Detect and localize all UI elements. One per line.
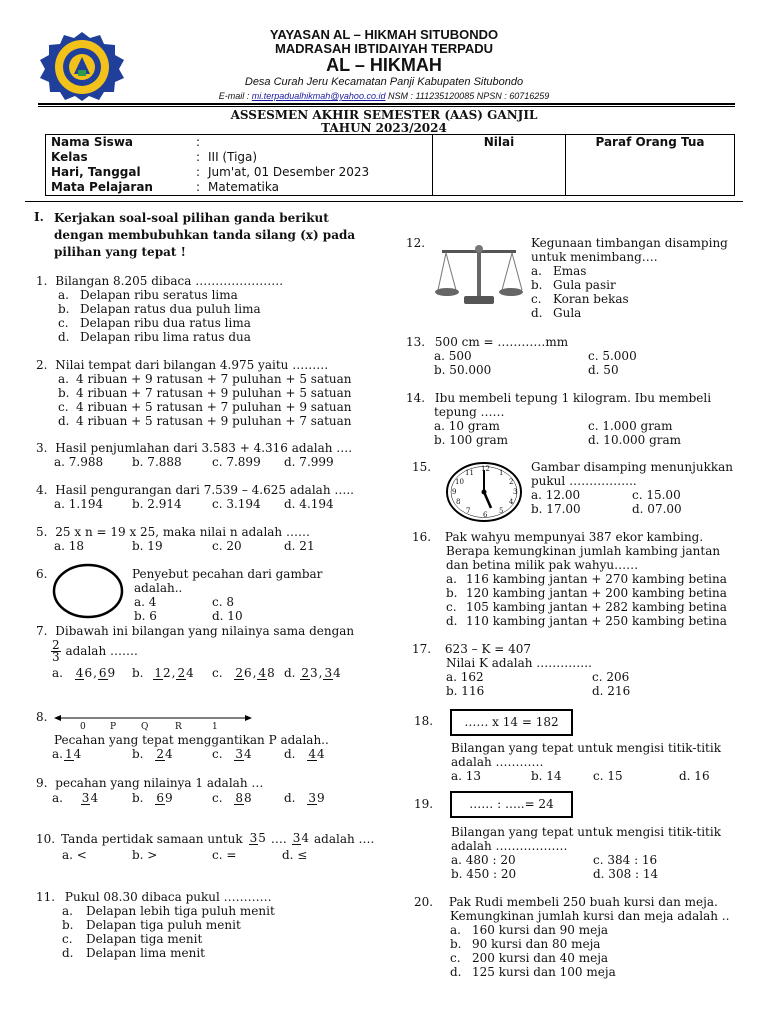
instruction-line: dengan membubuhkan tanda silang (x) pada (54, 228, 356, 242)
option-d[interactable]: d. 308 : 14 (593, 867, 659, 881)
clock-number: 9 (452, 488, 457, 496)
question-text: Bilangan 8.205 dibaca …………………. (55, 274, 284, 288)
nilai-label: Nilai (483, 135, 515, 149)
option-c[interactable]: c. 26, 48 (212, 665, 275, 680)
option-a[interactable]: a. 160 kursi dan 90 meja (450, 923, 609, 937)
option-b[interactable]: b. 450 : 20 (451, 867, 517, 881)
instruction-line: Kerjakan soal-soal pilihan ganda berikut (54, 211, 329, 225)
clock-number: 12 (481, 465, 490, 473)
section-roman: I. (34, 210, 44, 224)
question-text: Pak Rudi membeli 250 buah kursi dan meja. (448, 895, 718, 909)
option-b[interactable]: b. 17.00 (531, 502, 581, 516)
option-c[interactable]: c. 5.000 (588, 349, 637, 363)
paraf-label: Paraf Orang Tua (595, 135, 705, 149)
question-15-number: 15. (412, 460, 432, 474)
nama-label: Nama Siswa (51, 135, 134, 149)
scale-string (512, 253, 522, 290)
option-b[interactable]: b. 7.888 (132, 455, 182, 469)
option-d[interactable]: d. 10.000 gram (588, 433, 682, 447)
question-1 (36, 274, 283, 344)
question-text: Hasil penjumlahan dari 3.583 + 4.316 adalah …. (55, 441, 353, 455)
option-a[interactable]: a. 13 (451, 769, 482, 783)
option-c[interactable]: c. 8 (212, 595, 234, 609)
option-b[interactable]: b. Gula pasir (531, 278, 616, 292)
hari-value: Jum'at, 01 Desember 2023 (208, 165, 370, 179)
blank: …. (270, 832, 287, 846)
question-number: 7. (36, 624, 48, 638)
option-a[interactable]: a. 18 (54, 539, 85, 553)
question-number: 16. (412, 530, 432, 544)
option-d[interactable]: d. 7.999 (284, 455, 334, 469)
option-c[interactable]: c. 4 ribuan + 5 ratusan + 7 puluhan + 9 satuan (58, 400, 352, 414)
option-c[interactable]: c. 200 kursi dan 40 meja (450, 951, 609, 965)
option-a[interactable]: a. 4 (134, 595, 157, 609)
clock-number: 10 (455, 478, 464, 486)
clock-number: 1 (499, 469, 504, 477)
question-text: adalah.. (134, 581, 183, 595)
question-15 (531, 460, 733, 516)
question-text: adalah ……………… (451, 839, 568, 853)
option-b[interactable]: b. 2.914 (132, 497, 182, 511)
option-c[interactable]: c. 384 : 16 (593, 853, 658, 867)
question-19 (451, 825, 721, 881)
question-12-number: 12. (406, 236, 426, 250)
option-b[interactable]: b. 69 (132, 790, 173, 805)
question-text: 623 – K = 407 (444, 642, 532, 656)
question-text: pukul …………….. (531, 474, 637, 488)
exam-year: TAHUN 2023/2024 (321, 121, 447, 135)
option-c[interactable]: c. 88 (212, 790, 252, 805)
option-c[interactable]: c. 7.899 (212, 455, 261, 469)
number-line-label-0: 0 (80, 722, 86, 732)
question-13 (406, 335, 637, 377)
option-b[interactable]: b. 100 gram (434, 433, 508, 447)
paraf-cell[interactable] (566, 135, 735, 196)
foundation-name: YAYASAN AL – HIKMAH SITUBONDO (269, 27, 499, 42)
fraction: 34 (292, 831, 310, 845)
option-c[interactable]: c. 1.000 gram (588, 419, 673, 433)
question-11 (36, 890, 275, 960)
question-number: 4. (36, 483, 48, 497)
clock-number: 7 (466, 507, 471, 515)
question-text: dan betina milik pak wahyu…… (446, 558, 639, 572)
question-9 (36, 776, 263, 790)
arrow-left-icon (54, 715, 61, 721)
option-d[interactable]: d. 125 kursi dan 100 meja (450, 965, 616, 979)
arrow-right-icon (245, 715, 252, 721)
nilai-cell[interactable] (433, 135, 566, 196)
question-7-fraction (50, 640, 138, 663)
school-name: MADRASAH IBTIDAIYAH TERPADU (274, 41, 494, 56)
question-text: adalah ……. (65, 644, 138, 658)
question-18 (451, 741, 721, 783)
question-text: Dibawah ini bilangan yang nilainya sama dengan (55, 624, 355, 638)
option-b[interactable]: b. 12, 24 (132, 665, 194, 680)
option-a[interactable]: a. 12.00 (531, 488, 581, 502)
option-b[interactable]: b. 4 ribuan + 7 ratusan + 9 puluhan + 5 satuan (58, 386, 352, 400)
clock-center (482, 490, 487, 495)
option-d[interactable]: d. ≤ (282, 848, 308, 862)
scale-icon (434, 240, 524, 310)
option-c[interactable]: c. 105 kambing jantan + 282 kambing betina (446, 600, 727, 614)
number-line-label-r: R (175, 722, 182, 732)
question-text: Bilangan yang tepat untuk mengisi titik-titik (451, 825, 721, 839)
circle-figure (51, 563, 125, 619)
clock-number: 8 (456, 498, 461, 506)
option-b[interactable]: b. 116 (446, 684, 485, 698)
number-line-label-p: P (110, 722, 117, 732)
option-b[interactable]: b. > (132, 848, 158, 862)
scale-pivot (475, 245, 483, 253)
scale-string (502, 253, 512, 290)
option-c[interactable]: c. = (212, 848, 237, 862)
instruction-line: pilihan yang tepat ! (54, 245, 186, 259)
option-d[interactable]: d. 39 (284, 790, 325, 805)
question-text: Nilai K adalah ………….. (446, 656, 592, 670)
question-10 (36, 832, 374, 862)
email-link[interactable]: mi.terpadualhikmah@yahoo.co.id (251, 91, 386, 101)
option-d[interactable]: d. 23, 34 (284, 665, 341, 680)
clock-number: 11 (465, 469, 474, 477)
option-a[interactable]: a. 480 : 20 (451, 853, 516, 867)
scale-pan-left (435, 288, 459, 296)
question-17 (412, 642, 630, 698)
option-b[interactable]: b. 90 kursi dan 80 meja (450, 937, 601, 951)
option-d[interactable]: d. 21 (284, 539, 315, 553)
question-20 (414, 895, 729, 979)
option-a[interactable]: a. 4 ribuan + 9 ratusan + 7 puluhan + 5 satuan (58, 372, 352, 386)
option-b[interactable]: b. Delapan ratus dua puluh lima (58, 302, 261, 316)
school-address: Desa Curah Jeru Kecamatan Panji Kabupaten Situbondo (244, 76, 524, 88)
question-14 (406, 391, 711, 447)
question-number: 14. (406, 391, 426, 405)
option-d[interactable]: d. 16 (679, 769, 710, 783)
question-number: 17. (412, 642, 432, 656)
question-6 (36, 567, 47, 581)
colon: : (196, 150, 201, 164)
option-c[interactable]: c. 15 (593, 769, 623, 783)
number-line-label-1: 1 (212, 722, 218, 732)
option-b[interactable]: b. 19 (132, 539, 163, 553)
option-c[interactable]: c. 15.00 (632, 488, 681, 502)
option-a[interactable]: a. < (62, 848, 87, 862)
option-a[interactable]: a. 500 (434, 349, 472, 363)
question-text: adalah …. (314, 832, 375, 846)
option-d[interactable]: d. Delapan lima menit (62, 946, 205, 960)
question-text: Hasil pengurangan dari 7.539 – 4.625 adalah ….. (55, 483, 354, 497)
question-number: 20. (414, 895, 434, 909)
question-text: Pukul 08.30 dibaca pukul ………… (64, 890, 272, 904)
option-a[interactable]: a. 46, 69 (52, 665, 116, 680)
section-instructions (54, 210, 355, 261)
equation-text: …… x 14 = 182 (464, 715, 559, 729)
option-a[interactable]: a. Delapan lebih tiga puluh menit (62, 904, 275, 918)
question-text: Kemungkinan jumlah kursi dan meja adalah .. (450, 909, 730, 923)
exam-title: ASSESMEN AKHIR SEMESTER (AAS) GANJIL (230, 108, 538, 122)
header-divider (38, 103, 735, 107)
question-7 (36, 624, 354, 638)
question-text: Berapa kemungkinan jumlah kambing jantan (446, 544, 721, 558)
mapel-label: Mata Pelajaran (51, 180, 153, 194)
question-text: untuk menimbang…. (531, 250, 658, 264)
option-d[interactable]: d. 216 (592, 684, 631, 698)
clock-number: 3 (513, 488, 518, 496)
equation-box (450, 709, 573, 736)
option-a[interactable]: a. 10 gram (434, 419, 500, 433)
question-9-options (52, 791, 326, 805)
question-number: 6. (36, 567, 48, 581)
question-12 (531, 236, 728, 320)
option-c[interactable]: c. 20 (212, 539, 242, 553)
option-b[interactable]: b. 6 (134, 609, 157, 623)
question-text: Kegunaan timbangan disamping (531, 236, 728, 250)
question-6-body (132, 567, 322, 623)
scale-base (464, 296, 494, 304)
mapel-value: Matematika (208, 180, 279, 194)
option-c[interactable]: c. Koran bekas (531, 292, 629, 306)
question-18-number: 18. (414, 714, 434, 728)
question-text: Ibu membeli tepung 1 kilogram. Ibu membeli (434, 391, 712, 405)
option-b[interactable]: b. Delapan tiga puluh menit (62, 918, 241, 932)
kelas-value: III (Tiga) (208, 150, 258, 164)
clock-number: 5 (499, 507, 504, 515)
option-b[interactable]: b. 50.000 (434, 363, 492, 377)
question-text: 500 cm = …………mm (434, 335, 569, 349)
question-3 (36, 441, 352, 469)
question-16 (412, 530, 727, 628)
option-a[interactable]: a. 116 kambing jantan + 270 kambing betina (446, 572, 727, 586)
question-number: 5. (36, 525, 48, 539)
nsm-npsn: NSM : 111235120085 NPSN : 60716259 (385, 91, 550, 101)
question-text: 25 x n = 19 x 25, maka nilai n adalah …… (55, 525, 310, 539)
fraction: $\frac{2}{3}$ (52, 638, 60, 664)
question-text: Tanda pertidak samaan untuk (61, 832, 243, 846)
option-d[interactable]: d. 50 (588, 363, 619, 377)
hari-label: Hari, Tanggal (51, 165, 141, 179)
option-d[interactable]: d. Delapan ribu lima ratus dua (58, 330, 251, 344)
option-a[interactable]: a. Delapan ribu seratus lima (58, 288, 238, 302)
option-a[interactable]: a. Emas (531, 264, 587, 278)
question-text: Pak wahyu mempunyai 387 ekor kambing. (444, 530, 704, 544)
option-b[interactable]: b. 120 kambing jantan + 200 kambing betina (446, 586, 727, 600)
colon: : (196, 180, 201, 194)
question-8-options (52, 747, 326, 761)
question-8 (36, 710, 47, 724)
circle-shape (54, 565, 122, 617)
option-d[interactable]: d. 44 (284, 746, 325, 761)
info-divider (25, 201, 743, 202)
scale-string (446, 253, 456, 290)
question-text: Penyebut pecahan dari gambar (132, 567, 323, 581)
option-c[interactable]: c. Delapan tiga menit (62, 932, 203, 946)
option-c[interactable]: c. 34 (212, 746, 252, 761)
clock-number: 4 (509, 498, 514, 506)
option-d[interactable]: d. 07.00 (632, 502, 682, 516)
school-contact (0, 89, 768, 103)
option-d[interactable]: d. Gula (531, 306, 582, 320)
kelas-label: Kelas (51, 150, 88, 164)
question-text: tepung …… (434, 405, 505, 419)
student-info-table (45, 134, 735, 196)
equation-text: …… : …..= 24 (469, 797, 554, 811)
question-text: Pecahan yang tepat menggantikan P adalah.. (54, 733, 329, 747)
option-a[interactable]: a. 7.988 (54, 455, 104, 469)
clock-number: 6 (483, 511, 488, 519)
clock-number: 2 (509, 478, 514, 486)
option-c[interactable]: c. 3.194 (212, 497, 261, 511)
question-text: Gambar disamping menunjukkan (531, 460, 734, 474)
question-text: pecahan yang nilainya 1 adalah … (55, 776, 264, 790)
school-title: AL – HIKMAH (326, 55, 442, 75)
equation-box (450, 791, 573, 818)
option-a[interactable]: a. 162 (446, 670, 484, 684)
question-text: Bilangan yang tepat untuk mengisi titik-titik (451, 741, 721, 755)
question-number: 11. (36, 890, 56, 904)
scale-pan-right (499, 288, 523, 296)
colon: : (196, 135, 201, 149)
option-d[interactable]: d. 110 kambing jantan + 250 kambing betina (446, 614, 727, 628)
question-number: 10. (36, 832, 56, 846)
question-number: 2. (36, 358, 48, 372)
question-number: 8. (36, 710, 48, 724)
option-c[interactable]: c. Delapan ribu dua ratus lima (58, 316, 251, 330)
number-line-label-q: Q (141, 722, 149, 732)
question-text: Nilai tempat dari bilangan 4.975 yaitu ……… (55, 358, 329, 372)
scale-string (438, 253, 446, 290)
question-number: 9. (36, 776, 48, 790)
option-b[interactable]: b. 24 (132, 746, 173, 761)
question-2 (36, 358, 352, 428)
option-d[interactable]: d. 10 (212, 609, 243, 623)
option-c[interactable]: c. 206 (592, 670, 630, 684)
option-b[interactable]: b. 14 (531, 769, 562, 783)
question-5 (36, 525, 315, 553)
question-number: 1. (36, 274, 48, 288)
question-number: 13. (406, 335, 426, 349)
option-a[interactable]: a. 34 (52, 790, 99, 805)
colon: : (196, 165, 201, 179)
question-number: 3. (36, 441, 48, 455)
email-label: E-mail : (218, 91, 252, 101)
question-text: adalah ………… (451, 755, 544, 769)
student-info-cell (46, 135, 433, 196)
option-d[interactable]: d. 4 ribuan + 5 ratusan + 9 puluhan + 7 satuan (58, 414, 352, 428)
question-4 (36, 483, 354, 511)
option-a[interactable]: a. 1.194 (54, 497, 104, 511)
question-7-options (52, 666, 342, 680)
option-d[interactable]: d. 4.194 (284, 497, 334, 511)
fraction: 35 (249, 831, 266, 845)
option-a[interactable]: a. 14 (52, 746, 82, 761)
question-19-number: 19. (414, 797, 434, 811)
scale-pole (477, 246, 481, 298)
